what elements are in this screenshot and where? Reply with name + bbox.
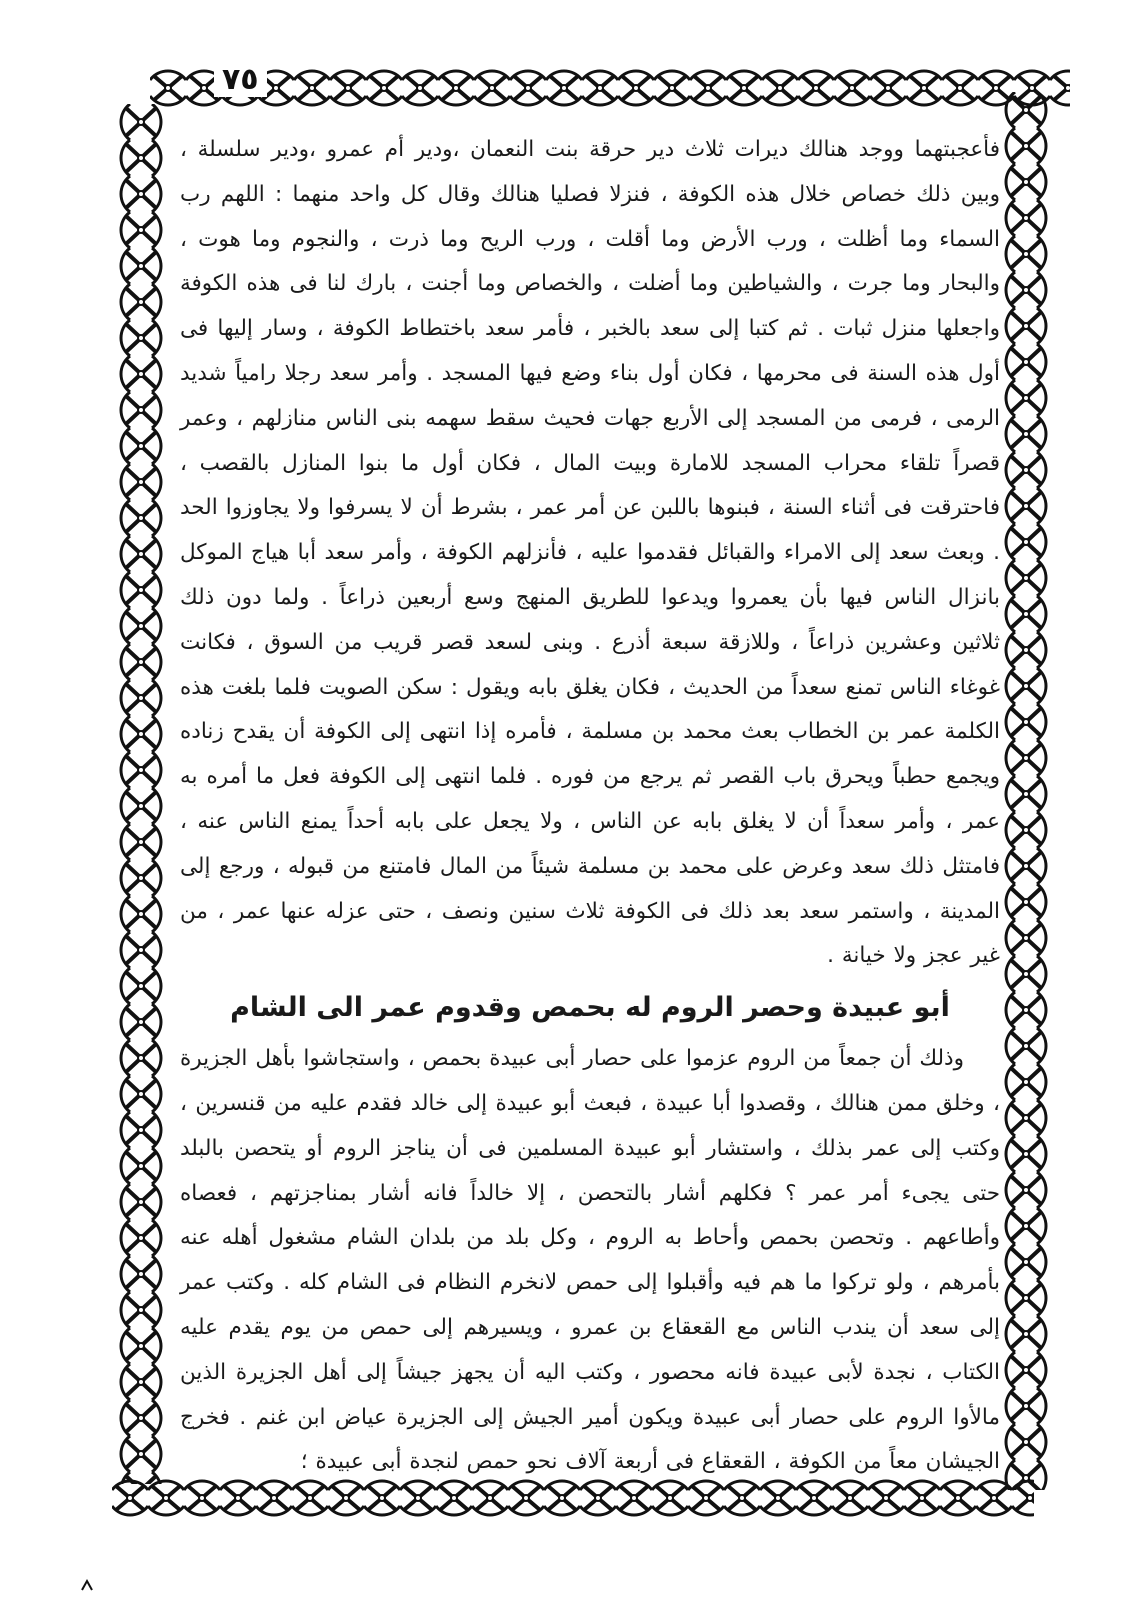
page-number: ٧٥ xyxy=(214,62,267,97)
paragraph: فأعجبتهما ووجد هنالك ديرات ثلاث دير حرقة بنت النعمان ،ودير أم عمرو ،ودير سلسلة ، وبين ذلك خصاص خلال هذه الكوفة ، فنزلا فصليا هنالك وقال كل واحد منهما : اللهم رب السماء وما أظلت ، ورب الأرض وما أقلت ، ورب الريح وما ذرت ، والنجوم وما هوت ، والبحار وما جرت ، والشياطين وما أضلت ، والخصاص وما أجنت ، بارك لنا فى هذه الكوفة واجعلها منزل ثبات . ثم كتبا إلى سعد بالخبر ، فأمر سعد باختطاط الكوفة ، وسار إليها فى أول هذه السنة فى محرمها ، فكان أول بناء وضع فيها المسجد . وأمر سعد رجلا رامياً شديد الرمى ، فرمى من المسجد إلى الأربع جهات فحيث سقط سهمه بنى الناس منازلهم ، وعمر قصراً تلقاء محراب المسجد للامارة وبيت المال ، فكان أول ما بنوا المنازل بالقصب ، فاحترقت فى أثناء السنة ، فبنوها باللبن عن أمر عمر ، بشرط أن لا يسرفوا ولا يجاوزوا الحد . وبعث سعد إلى الامراء والقبائل فقدموا عليه ، فأنزلهم الكوفة ، وأمر سعد أبا هياج الموكل بانزال الناس فيها بأن يعمروا ويدعوا للطريق المنهج وسع أربعين ذراعاً . ولما دون ذلك ثلاثين وعشرين ذراعاً ، وللازقة سبعة أذرع . وبنى لسعد قصر قريب من السوق ، فكانت غوغاء الناس تمنع سعداً من الحديث ، فكان يغلق بابه ويقول : سكن الصويت فلما بلغت هذه الكلمة عمر بن الخطاب بعث محمد بن مسلمة ، فأمره إذا انتهى إلى الكوفة أن يقدح زناده ويجمع حطباً ويحرق باب القصر ثم يرجع من فوره . فلما انتهى إلى الكوفة فعل ما أمره به عمر ، وأمر سعداً أن لا يغلق بابه عن الناس ، ولا يجعل على بابه أحداً يمنع الناس عنه ، فامتثل ذلك سعد وعرض على محمد بن مسلمة شيئاً من المال فامتنع من قبوله ، ورجع إلى المدينة ، واستمر سعد بعد ذلك فى الكوفة ثلاث سنين ونصف ، حتى عزله عنها عمر ، من غير عجز ولا خيانة . xyxy=(180,137,1000,969)
section-heading: أبو عبيدة وحصر الروم له بحمص وقدوم عمر الى الشام xyxy=(230,992,950,1024)
ornamental-border-left xyxy=(114,104,168,1484)
scan-mark-icon xyxy=(80,1578,94,1592)
ornamental-border-top xyxy=(150,66,1070,110)
body-text xyxy=(180,128,1000,1485)
paragraph: وذلك أن جمعاً من الروم عزموا على حصار أبى عبيدة بحمص ، واستجاشوا بأهل الجزيرة ، وخلق ممن هنالك ، وقصدوا أبا عبيدة ، فبعث أبو عبيدة إلى خالد فقدم عليه من قنسرين ، وكتب إلى عمر بذلك ، واستشار أبو عبيدة المسلمين فى أن يناجز الروم أو يتحصن بالبلد حتى يجىء أمر عمر ؟ فكلهم أشار بالتحصن ، إلا خالداً فانه أشار بمناجزتهم ، فعصاه وأطاعهم . وتحصن بحمص وأحاط به الروم ، وكل بلد من بلدان الشام مشغول أهله عنه بأمرهم ، ولو تركوا ما هم فيه وأقبلوا إلى حمص لانخرم النظام فى الشام كله . وكتب عمر إلى سعد أن يندب الناس مع القعقاع بن عمرو ، ويسيرهم إلى حمص من يوم يقدم عليه الكتاب ، نجدة لأبى عبيدة فانه محصور ، وكتب اليه أن يجهز جيشاً إلى أهل الجزيرة الذين مالأوا الروم على حصار أبى عبيدة ويكون أمير الجيش إلى الجزيرة عياض ابن غنم . فخرج الجيشان معاً من الكوفة ، القعقاع فى أربعة آلاف نحو حمص لنجدة أبى عبيدة ؛ xyxy=(180,1046,1000,1475)
ornamental-border-right xyxy=(1000,92,1052,1490)
